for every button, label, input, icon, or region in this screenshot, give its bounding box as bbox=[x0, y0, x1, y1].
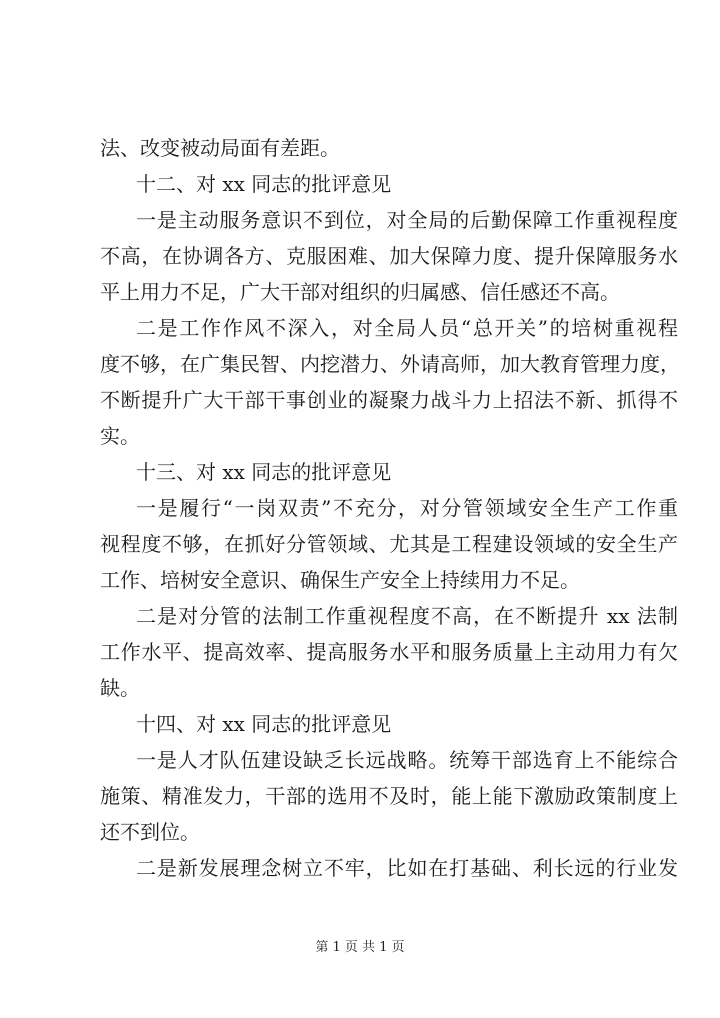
text-line: 十四、对 xx 同志的批评意见 bbox=[136, 712, 392, 736]
text-line: 二是工作作风不深入，对全局人员“总开关”的培树重视程 bbox=[136, 316, 678, 340]
text-line: 一是主动服务意识不到位，对全局的后勤保障工作重视程度 bbox=[136, 208, 678, 232]
text-line: 不断提升广大干部干事创业的凝聚力战斗力上招法不新、抓得不 bbox=[100, 388, 678, 412]
text-line: 二是新发展理念树立不牢，比如在打基础、利长远的行业发 bbox=[136, 856, 678, 880]
page-footer: 第 1 页 共 1 页 bbox=[315, 940, 405, 955]
text-line: 实。 bbox=[100, 424, 140, 448]
text-line: 十三、对 xx 同志的批评意见 bbox=[136, 460, 392, 484]
text-line: 工作、培树安全意识、确保生产安全上持续用力不足。 bbox=[100, 568, 580, 592]
text-line: 还不到位。 bbox=[100, 820, 200, 844]
text-line: 法、改变被动局面有差距。 bbox=[100, 136, 340, 160]
text-line: 平上用力不足，广大干部对组织的归属感、信任感还不高。 bbox=[100, 280, 620, 304]
text-line: 不高，在协调各方、克服困难、加大保障力度、提升保障服务水 bbox=[100, 244, 678, 268]
text-line: 一是履行“一岗双责”不充分，对分管领域安全生产工作重 bbox=[136, 496, 678, 520]
text-line: 工作水平、提高效率、提高服务水平和服务质量上主动用力有欠 bbox=[100, 640, 678, 664]
text-line: 度不够，在广集民智、内挖潜力、外请高师，加大教育管理力度， bbox=[100, 352, 680, 376]
text-line: 施策、精准发力，干部的选用不及时，能上能下激励政策制度上 bbox=[100, 784, 678, 808]
text-line: 十二、对 xx 同志的批评意见 bbox=[136, 172, 392, 196]
text-line: 视程度不够，在抓好分管领域、尤其是工程建设领域的安全生产 bbox=[100, 532, 678, 556]
text-line: 缺。 bbox=[100, 676, 140, 700]
document-body bbox=[100, 134, 678, 890]
text-line: 一是人才队伍建设缺乏长远战略。统筹干部选育上不能综合 bbox=[136, 748, 678, 772]
text-line: 二是对分管的法制工作重视程度不高，在不断提升 xx 法制 bbox=[136, 604, 678, 628]
